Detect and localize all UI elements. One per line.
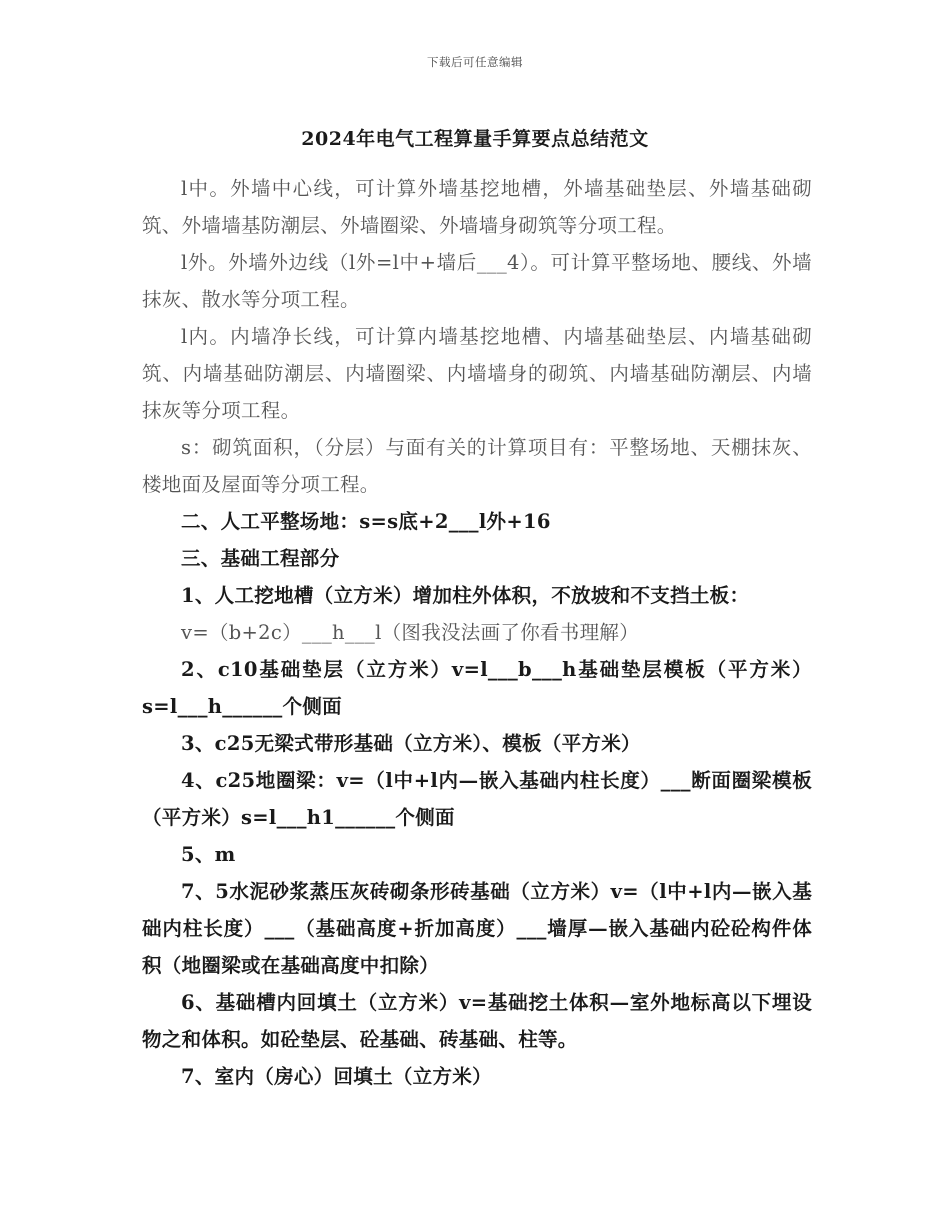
paragraph: v=（b+2c）___h___l（图我没法画了你看书理解） [181, 621, 639, 644]
page-title: 2024年电气工程算量手算要点总结范文 [301, 128, 649, 150]
paragraph: 二、人工平整场地：s=s底+2___l外+16 [181, 510, 551, 533]
paragraph: 2、c10基础垫层（立方米）v=l___b___h基础垫层模板（平方米）s=l___h______个侧面 [142, 658, 812, 718]
paragraph: 三、基础工程部分 [181, 547, 340, 570]
paragraph: s：砌筑面积，（分层）与面有关的计算项目有：平整场地、天棚抹灰、楼地面及屋面等分项工程。 [142, 436, 812, 496]
paragraph: 4、c25地圈梁：v=（l中+l内—嵌入基础内柱长度）___断面圈梁模板（平方米）s=l___h1______个侧面 [142, 769, 812, 829]
paragraph: l外。外墙外边线（l外=l中+墙后___4）。可计算平整场地、腰线、外墙抹灰、散水等分项工程。 [142, 251, 812, 311]
paragraph: 5、m [181, 843, 236, 866]
paragraph: 3、c25无梁式带形基础（立方米）、模板（平方米） [181, 732, 641, 755]
document-body [142, 170, 812, 1095]
paragraph: l内。内墙净长线，可计算内墙基挖地槽、内墙基础垫层、内墙基础砌筑、内墙基础防潮层、内墙圈梁、内墙墙身的砌筑、内墙基础防潮层、内墙抹灰等分项工程。 [142, 325, 812, 422]
paragraph: 1、人工挖地槽（立方米）增加柱外体积，不放坡和不支挡土板： [181, 584, 750, 607]
paragraph: l中。外墙中心线，可计算外墙基挖地槽，外墙基础垫层、外墙基础砌筑、外墙墙基防潮层、外墙圈梁、外墙墙身砌筑等分项工程。 [142, 177, 812, 237]
paragraph: 7、室内（房心）回填土（立方米） [181, 1065, 492, 1088]
paragraph: 7、5水泥砂浆蒸压灰砖砌条形砖基础（立方米）v=（l中+l内—嵌入基础内柱长度）___（基础高度+折加高度）___墙厚—嵌入基础内砼砼构件体积（地圈梁或在基础高度中扣除） [142, 880, 812, 977]
header-note: 下载后可任意编辑 [427, 55, 523, 69]
paragraph: 6、基础槽内回填土（立方米）v=基础挖土体积—室外地标高以下埋设物之和体积。如砼垫层、砼基础、砖基础、柱等。 [142, 991, 812, 1051]
